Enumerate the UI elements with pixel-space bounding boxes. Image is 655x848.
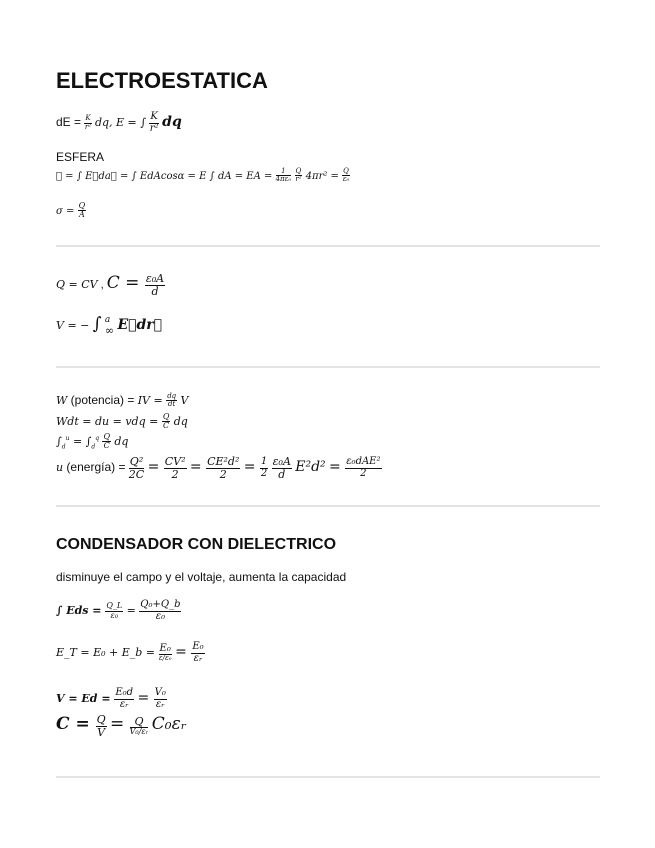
k-over-r2-fraction: $\frac{K}{\text{r²}}$ <box>84 114 92 131</box>
v-label: V = − <box>56 319 90 333</box>
dq-term: dq <box>114 435 129 448</box>
q-over-a-fraction: $\frac{Q}{A}$ <box>78 201 86 220</box>
v-equation: V = Ed = <box>56 692 115 706</box>
dq-dt-fraction: $\frac{dq}{dt}$ <box>167 392 177 409</box>
q-over-v-fraction: $\frac{Q}{V}$ <box>96 713 106 739</box>
section-divider <box>56 776 600 778</box>
q2-over-2c-fraction: $\frac{\text{Q²}}{2C}$ <box>128 455 145 481</box>
e0-over-epsr-fraction: $\frac{\text{E₀}}{\text{εᵣ}}$ <box>192 641 204 664</box>
section-divider <box>56 245 600 247</box>
iv-term: IV = <box>137 394 167 408</box>
cv2-over-2-fraction: $\frac{\text{CV²}}{2}$ <box>164 455 186 481</box>
q-over-r2-fraction: $\frac{Q}{\text{r²}}$ <box>295 167 302 184</box>
work-equation: Wdt = du = vdq = <box>56 415 162 429</box>
page-title: ELECTROESTATICA <box>56 68 268 93</box>
coulomb-constant-fraction: $\frac{1}{\text{4πε₀}}$ <box>275 167 292 184</box>
esfera-label: ESFERA <box>56 150 105 164</box>
energy-integral-line: $\int_d^u = \int_d^q$ $\frac{Q}{C}$ dq <box>56 431 129 451</box>
q0-plus-qb-over-eps-fraction: $\frac{\text{Q₀+Q\_b}}{\text{ε₀}}$ <box>140 599 181 622</box>
energy-line: u (energía) = $\frac{\text{Q²}}{2C}$ = $\frac{\text{CV²}}{2}$ = $\frac{\text{CE²d²}}{2}$ = $\frac{1}{2}$ $\frac{\text{ε₀A}}{d}$ E²d² = $\frac{\text{ε₀dAE²}}{2}$ <box>56 455 381 481</box>
q-over-eps-fraction: $\frac{Q}{\text{ε₀}}$ <box>342 167 350 184</box>
et-equation: E_T = E₀ + E_b = <box>56 646 159 660</box>
field-total-line: E_T = E₀ + E_b = $\frac{\text{E₀}}{\text{ε/ε₀}}$ = $\frac{\text{E₀}}{\text{εᵣ}}$ <box>56 641 204 664</box>
w-label: W <box>56 394 68 408</box>
power-label: (potencia) = <box>67 393 138 408</box>
eds-integral: ∫ Eds = <box>56 604 106 618</box>
integral-sign: = ∫ <box>69 435 92 448</box>
section-divider <box>56 505 600 507</box>
de-label: dE = <box>56 115 85 130</box>
q-over-v0-epsr-fraction: $\frac{Q}{\text{V₀/εᵣ}}$ <box>129 714 149 737</box>
dq-tail: dq <box>162 114 182 131</box>
sphere-area-term: 4πr² = <box>305 171 343 183</box>
e0d-over-epsr-fraction: $\frac{\text{E₀d}}{\text{εᵣ}}$ <box>115 687 134 710</box>
gauss-law-line <box>56 168 350 184</box>
eps-dae2-over-2-fraction: $\frac{\text{ε₀dAE²}}{2}$ <box>346 456 381 479</box>
e0-over-eps-fraction: $\frac{\text{E₀}}{\text{ε/ε₀}}$ <box>158 642 172 663</box>
potential-line <box>56 316 162 336</box>
e-integral: , E = ∫ <box>109 116 146 130</box>
eps-a-over-d-fraction: $\frac{\text{ε₀A}}{d}$ <box>272 455 291 481</box>
work-line <box>56 413 188 431</box>
section-heading: CONDENSADOR CON DIELECTRICO <box>56 536 337 553</box>
section-divider <box>56 366 600 368</box>
gauss-equation: ∅ = ∫ E⃗da⃗ = ∫ EdAcosα = E ∫ dA = EA = <box>56 171 276 183</box>
ce2d2-over-2-fraction: $\frac{\text{CE²d²}}{2}$ <box>207 455 240 481</box>
v0-over-epsr-fraction: $\frac{\text{V₀}}{\text{εᵣ}}$ <box>154 687 166 710</box>
sigma-label: σ = <box>56 206 78 218</box>
q-over-c-fraction: $\frac{Q}{C}$ <box>162 412 170 431</box>
integral-limits: a ∞ <box>104 315 115 337</box>
e2d2-term: E²d² <box>295 459 326 476</box>
eps-a-over-d-fraction: $\frac{\text{ε₀A}}{d}$ <box>145 272 165 298</box>
energy-label: (energía) = <box>63 460 129 475</box>
ql-over-eps-fraction: $\frac{Q\_L}{\text{ε₀}}$ <box>106 601 123 620</box>
voltage-dielectric-line: V = Ed = $\frac{\text{E₀d}}{\text{εᵣ}}$ = $\frac{\text{V₀}}{\text{εᵣ}}$ <box>56 687 166 710</box>
dielectric-description: disminuye el campo y el voltaje, aumenta la capacidad <box>56 570 347 584</box>
c0-epsr-term: C₀εᵣ <box>151 714 187 735</box>
integral-sign: ∫ <box>92 314 102 335</box>
c-equation: C = <box>56 714 96 735</box>
q-over-c-fraction: $\frac{Q}{C}$ <box>103 431 110 451</box>
dq-term: dq <box>173 415 188 429</box>
one-half-fraction: $\frac{1}{2}$ <box>260 456 268 479</box>
gauss-dielectric-line: ∫ Eds = $\frac{Q\_L}{\text{ε₀}}$ = $\frac{\text{Q₀+Q\_b}}{\text{ε₀}}$ <box>56 599 181 622</box>
c-label: C = <box>106 273 145 294</box>
capacitance-line <box>56 273 165 297</box>
surface-density-line <box>56 202 86 220</box>
power-line <box>56 393 188 409</box>
k-over-r2-fraction-large: $\frac{K}{\text{r²}}$ <box>149 111 159 134</box>
field-integral-line <box>56 112 182 134</box>
integral-sign: ∫ <box>56 435 62 448</box>
charge-equation: Q = CV <box>56 278 98 292</box>
e-dr-term: E⃗dr⃗ <box>117 317 163 334</box>
separator: , <box>97 279 107 292</box>
v-term: V <box>180 394 189 408</box>
capacitance-dielectric-line: C = $\frac{Q}{V}$ = $\frac{Q}{\text{V₀/εᵣ}}$ C₀εᵣ <box>56 713 187 739</box>
u-label: u <box>56 461 64 475</box>
dq-term: dq <box>94 116 110 130</box>
